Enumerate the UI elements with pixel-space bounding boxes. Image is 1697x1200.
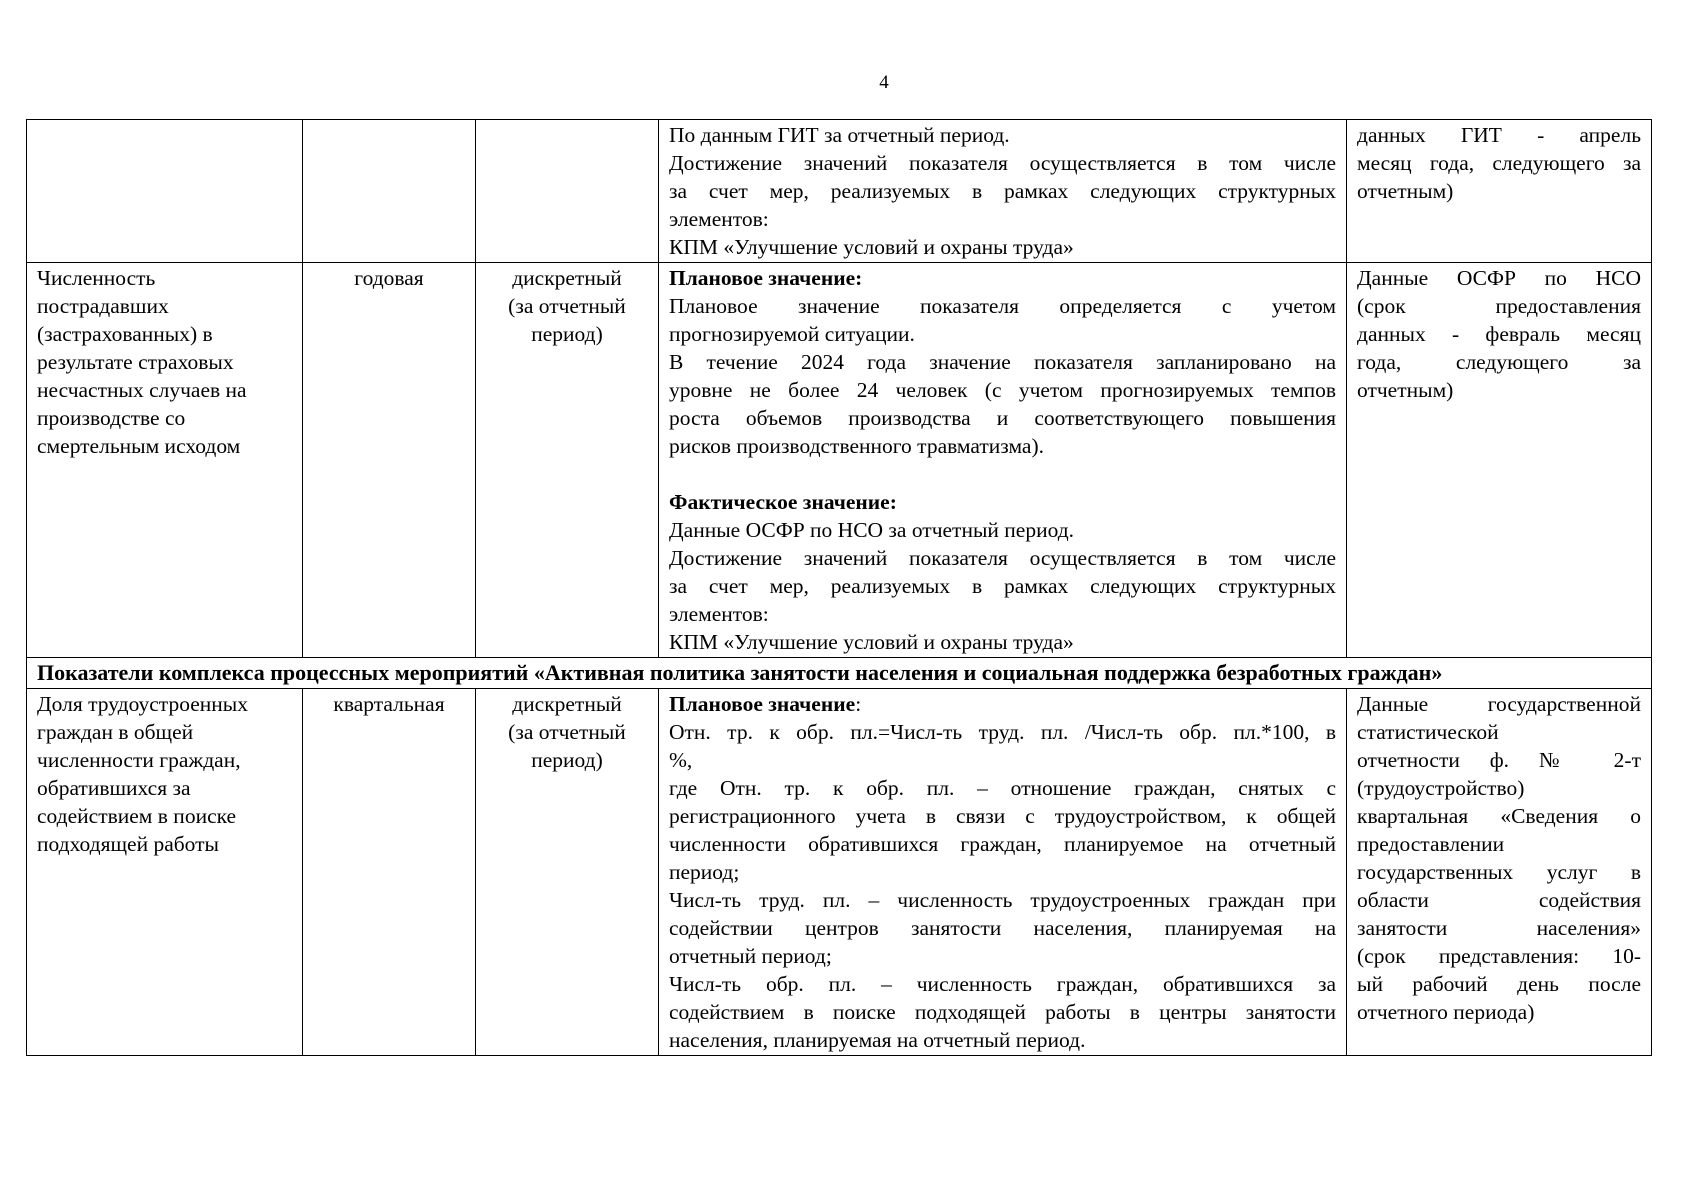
cell-line: элементов: (669, 602, 769, 626)
cell-line: отчетный период; (669, 944, 832, 968)
cell-line: предоставлении (1357, 832, 1505, 856)
cell-line: уровне не более 24 человек (с учетом прогнозируемых темпов (669, 378, 1336, 402)
cell-line: квартальная «Сведения о (1357, 804, 1641, 828)
cell-line: отчетности ф. № 2-т (1357, 748, 1641, 772)
cell-line: численности граждан, (37, 748, 241, 772)
cell-line: (трудоустройство) (1357, 776, 1525, 800)
indicator-name-cell (27, 120, 303, 263)
cell-line: Отн. тр. к обр. пл.=Числ-ть труд. пл. /Числ-ть обр. пл.*100, в (669, 720, 1336, 744)
cell-line: (застрахованных) в (37, 322, 213, 346)
cell-line: период) (531, 748, 603, 772)
cell-line: где Отн. тр. к обр. пл. – отношение граждан, снятых с (669, 776, 1336, 800)
cell-line: Числ-ть труд. пл. – численность трудоустроенных граждан при (669, 888, 1336, 912)
data-source-cell (1347, 689, 1652, 1056)
cell-line: период; (669, 860, 740, 884)
cell-line: Плановое значение показателя определяется с учетом (669, 294, 1336, 318)
table-row (27, 689, 1652, 1056)
cell-line: ый рабочий день после (1357, 972, 1641, 996)
cell-line: Доля трудоустроенных (37, 692, 248, 716)
cell-line: занятости населения» (1357, 916, 1641, 940)
section-row (27, 658, 1652, 689)
cell-line: (за отчетный (508, 720, 626, 744)
methodology-heading: Плановое значение: (669, 692, 862, 716)
periodicity-cell: квартальная (303, 689, 476, 1056)
table-row (27, 263, 1652, 658)
methodology-body (669, 718, 1336, 1054)
cell-line: элементов: (669, 207, 769, 231)
cell-line: отчетным) (1357, 179, 1454, 203)
cell-line: рисков производственного травматизма). (669, 434, 1044, 458)
cell-line: несчастных случаев на (37, 378, 247, 402)
cell-line: Достижение значений показателя осуществляется в том числе (669, 151, 1336, 175)
cell-line: данных ГИТ - апрель (1357, 123, 1641, 147)
cell-line: государственных услуг в (1357, 860, 1641, 884)
indicator-name-cell (27, 689, 303, 1056)
cell-line: КПМ «Улучшение условий и охраны труда» (669, 235, 1074, 259)
cell-line: регистрационного учета в связи с трудоустройством, к общей (669, 804, 1336, 828)
cell-line: По данным ГИТ за отчетный период. (669, 123, 1010, 147)
data-source-cell (1347, 120, 1652, 263)
cell-subheading: Фактическое значение: (669, 490, 897, 514)
cell-line: В течение 2024 года значение показателя запланировано на (669, 350, 1336, 374)
data-source-cell (1347, 263, 1652, 658)
cell-line: дискретный (512, 266, 622, 290)
indicator-type-cell (476, 120, 659, 263)
cell-line: населения, планируемая на отчетный период. (669, 1028, 1086, 1052)
page-number: 4 (879, 72, 889, 93)
indicator-type-cell (476, 689, 659, 1056)
cell-line: содействием в поиске подходящей работы в центры занятости (669, 1000, 1336, 1024)
cell-line: (срок предоставления (1357, 294, 1641, 318)
periodicity-cell: годовая (303, 263, 476, 658)
methodology-cell (659, 689, 1347, 1056)
cell-line: статистической (1357, 720, 1499, 744)
cell-line: подходящей работы (37, 832, 219, 856)
cell-line: КПМ «Улучшение условий и охраны труда» (669, 630, 1074, 654)
cell-line: Достижение значений показателя осуществляется в том числе (669, 546, 1336, 570)
cell-line: Данные ОСФР по НСО (1357, 266, 1641, 290)
methodology-cell (659, 120, 1347, 263)
cell-line: роста объемов производства и соответствующего повышения (669, 406, 1336, 430)
blank-line (669, 460, 1336, 488)
cell-line: Численность (37, 266, 156, 290)
cell-line: смертельным исходом (37, 434, 241, 458)
table-row (27, 120, 1652, 263)
cell-line: обратившихся за (37, 776, 191, 800)
cell-line: производстве со (37, 406, 186, 430)
cell-line: граждан в общей (37, 720, 194, 744)
cell-line: отчетным) (1357, 378, 1454, 402)
section-title: Показатели комплекса процессных мероприятий «Активная политика занятости населения и социальная поддержка безработных граждан» (27, 658, 1652, 689)
cell-line: области содействия (1357, 888, 1641, 912)
cell-line: данных - февраль месяц (1357, 322, 1641, 346)
cell-line: Данные ОСФР по НСО за отчетный период. (669, 518, 1075, 542)
cell-line: за счет мер, реализуемых в рамках следующих структурных (669, 179, 1336, 203)
cell-line: Данные государственной (1357, 692, 1641, 716)
cell-line: за счет мер, реализуемых в рамках следующих структурных (669, 574, 1336, 598)
cell-line: отчетного периода) (1357, 1000, 1535, 1024)
cell-line: пострадавших (37, 294, 169, 318)
cell-line: период) (531, 322, 603, 346)
cell-line: Числ-ть обр. пл. – численность граждан, обратившихся за (669, 972, 1336, 996)
methodology-cell (659, 263, 1347, 658)
indicator-name-cell (27, 263, 303, 658)
cell-line: прогнозируемой ситуации. (669, 322, 915, 346)
cell-line: численности обратившихся граждан, планируемое на отчетный (669, 832, 1336, 856)
cell-subheading: Плановое значение: (669, 266, 863, 290)
cell-line: %, (669, 748, 693, 772)
cell-line: года, следующего за (1357, 350, 1641, 374)
cell-line: (за отчетный (508, 294, 626, 318)
cell-line: дискретный (512, 692, 622, 716)
cell-line: месяц года, следующего за (1357, 151, 1641, 175)
cell-line: результате страховых (37, 350, 234, 374)
indicators-table (26, 119, 1652, 1056)
indicator-type-cell (476, 263, 659, 658)
cell-line: содействием в поиске (37, 804, 237, 828)
cell-line: (срок представления: 10- (1357, 944, 1641, 968)
periodicity-cell (303, 120, 476, 263)
cell-line: содействии центров занятости населения, планируемая на (669, 916, 1336, 940)
